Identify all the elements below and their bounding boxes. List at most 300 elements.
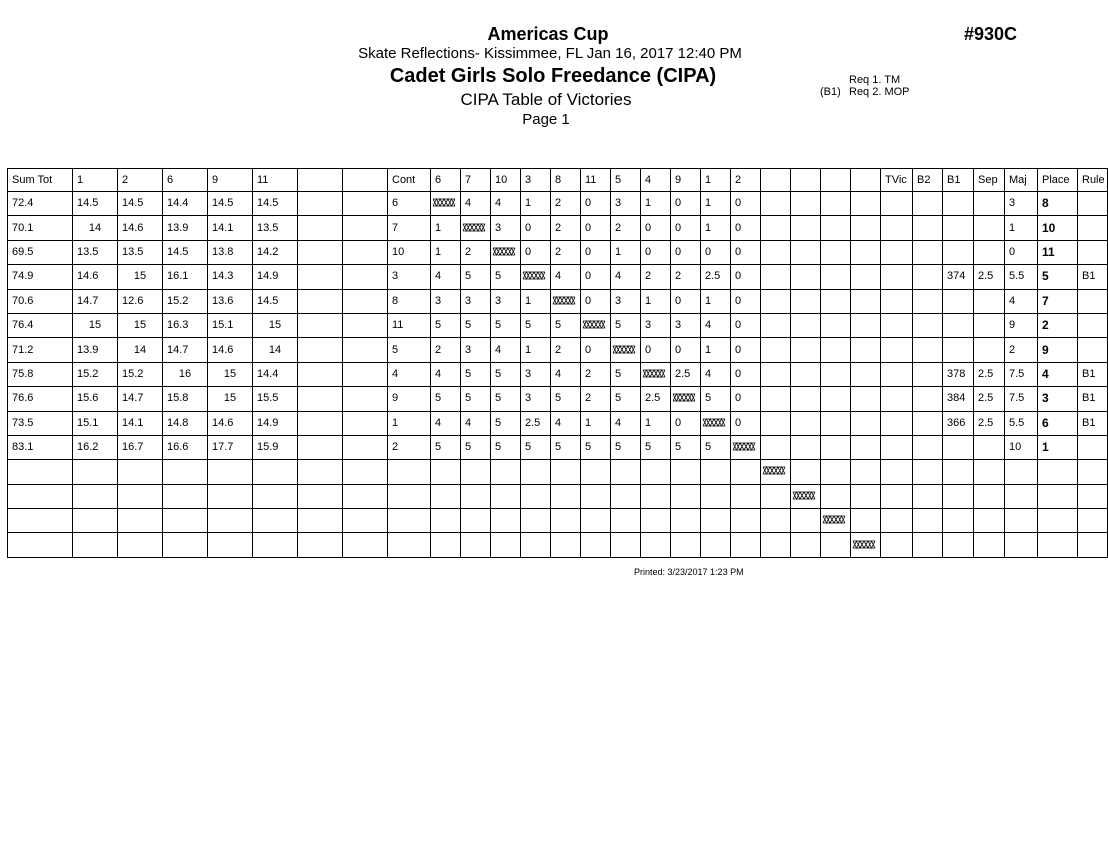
table-cell: B1 <box>1078 362 1108 386</box>
cross-hatch-icon <box>643 370 665 377</box>
table-cell: 15 <box>208 362 253 386</box>
table-cell <box>913 387 943 411</box>
table-cell: 5 <box>551 387 581 411</box>
self-comparison-mark <box>791 484 821 508</box>
table-cell: 3 <box>611 289 641 313</box>
table-cell <box>491 460 521 484</box>
table-cell <box>208 460 253 484</box>
table-cell: 4 <box>701 362 731 386</box>
table-cell <box>791 435 821 459</box>
table-cell <box>791 460 821 484</box>
table-cell <box>974 216 1005 240</box>
column-header <box>791 169 821 192</box>
self-comparison-mark <box>461 216 491 240</box>
table-cell <box>1005 533 1038 557</box>
table-cell <box>343 411 388 435</box>
self-comparison-mark <box>551 289 581 313</box>
table-cell: 0 <box>581 338 611 362</box>
self-comparison-mark <box>761 460 791 484</box>
table-cell <box>974 289 1005 313</box>
table-cell: 5 <box>461 313 491 337</box>
table-cell <box>943 240 974 264</box>
table-cell: 1 <box>431 216 461 240</box>
table-cell: 3 <box>671 313 701 337</box>
table-cell: 2 <box>431 338 461 362</box>
table-row <box>8 240 1108 264</box>
table-cell <box>431 460 461 484</box>
cross-hatch-icon <box>853 541 875 548</box>
table-cell <box>298 387 343 411</box>
table-cell <box>881 338 913 362</box>
table-cell: 0 <box>581 289 611 313</box>
table-cell: 15.1 <box>73 411 118 435</box>
table-cell: 14.5 <box>253 192 298 216</box>
table-cell: 5 <box>461 362 491 386</box>
table-cell: 5 <box>431 387 461 411</box>
printed-timestamp: Printed: 3/23/2017 1:23 PM <box>634 567 744 577</box>
table-cell <box>551 533 581 557</box>
table-cell: 11 <box>388 313 431 337</box>
table-cell <box>581 460 611 484</box>
table-row <box>8 411 1108 435</box>
table-cell <box>791 265 821 289</box>
table-cell <box>851 435 881 459</box>
table-cell <box>821 435 851 459</box>
column-header: 4 <box>641 169 671 192</box>
column-header: 3 <box>521 169 551 192</box>
table-cell: 7.5 <box>1005 387 1038 411</box>
column-header: 1 <box>701 169 731 192</box>
table-cell: 2 <box>551 240 581 264</box>
place-cell: 9 <box>1038 338 1078 362</box>
table-cell: 14.7 <box>73 289 118 313</box>
table-row <box>8 338 1108 362</box>
table-cell <box>118 509 163 533</box>
table-cell: 5 <box>491 362 521 386</box>
self-comparison-mark <box>431 192 461 216</box>
table-cell: 14 <box>73 216 118 240</box>
table-cell <box>701 460 731 484</box>
table-cell: 15.5 <box>253 387 298 411</box>
table-cell <box>851 460 881 484</box>
table-cell: 16.7 <box>118 435 163 459</box>
table-cell: 15.2 <box>118 362 163 386</box>
table-cell <box>1078 509 1108 533</box>
column-header: Sum Tot <box>8 169 73 192</box>
table-cell: 0 <box>641 216 671 240</box>
table-cell <box>791 289 821 313</box>
table-cell: 14.3 <box>208 265 253 289</box>
table-cell <box>943 484 974 508</box>
table-cell <box>611 509 641 533</box>
table-cell <box>1078 240 1108 264</box>
table-cell: 5 <box>611 362 641 386</box>
table-cell <box>8 460 73 484</box>
table-cell: 1 <box>701 216 731 240</box>
table-cell <box>1005 460 1038 484</box>
column-header <box>761 169 791 192</box>
table-cell <box>388 533 431 557</box>
table-cell: 5 <box>491 387 521 411</box>
table-cell <box>821 265 851 289</box>
table-cell: 69.5 <box>8 240 73 264</box>
column-header: 5 <box>611 169 641 192</box>
table-cell: 2 <box>641 265 671 289</box>
table-cell <box>521 533 551 557</box>
self-comparison-mark <box>851 533 881 557</box>
table-cell: 4 <box>611 265 641 289</box>
table-cell: 15 <box>253 313 298 337</box>
table-cell <box>851 484 881 508</box>
table-cell <box>8 484 73 508</box>
table-cell <box>208 533 253 557</box>
table-cell: 4 <box>431 362 461 386</box>
table-cell <box>881 484 913 508</box>
table-cell <box>298 313 343 337</box>
table-cell: 2.5 <box>974 411 1005 435</box>
table-cell <box>73 484 118 508</box>
place-cell <box>1038 460 1078 484</box>
table-cell <box>881 411 913 435</box>
table-cell <box>118 460 163 484</box>
table-cell <box>671 533 701 557</box>
column-header: 6 <box>163 169 208 192</box>
table-cell <box>851 411 881 435</box>
table-cell <box>791 192 821 216</box>
table-cell <box>761 411 791 435</box>
table-cell: 0 <box>581 192 611 216</box>
table-cell <box>851 289 881 313</box>
column-header: Place <box>1038 169 1078 192</box>
table-cell <box>298 216 343 240</box>
table-cell: 1 <box>1005 216 1038 240</box>
table-cell <box>461 533 491 557</box>
self-comparison-mark <box>581 313 611 337</box>
column-header: 9 <box>671 169 701 192</box>
table-row <box>8 289 1108 313</box>
table-cell: 0 <box>671 216 701 240</box>
table-cell <box>821 240 851 264</box>
cross-hatch-icon <box>433 199 455 206</box>
cross-hatch-icon <box>763 467 785 474</box>
self-comparison-mark <box>491 240 521 264</box>
column-header: B1 <box>943 169 974 192</box>
table-cell <box>298 240 343 264</box>
table-cell: 0 <box>731 265 761 289</box>
table-cell: 0 <box>671 192 701 216</box>
table-cell <box>208 509 253 533</box>
table-cell <box>913 265 943 289</box>
table-cell <box>118 533 163 557</box>
page-number: Page 1 <box>522 111 570 128</box>
table-cell: 70.6 <box>8 289 73 313</box>
cross-hatch-icon <box>463 224 485 231</box>
table-cell <box>821 216 851 240</box>
table-cell: B1 <box>1078 411 1108 435</box>
table-cell <box>821 460 851 484</box>
table-cell: 1 <box>581 411 611 435</box>
table-cell: 3 <box>461 338 491 362</box>
table-row <box>8 435 1108 459</box>
table-cell <box>913 313 943 337</box>
table-cell <box>821 533 851 557</box>
table-cell: 15.9 <box>253 435 298 459</box>
table-cell: 9 <box>1005 313 1038 337</box>
table-cell <box>974 533 1005 557</box>
table-cell <box>1005 484 1038 508</box>
table-cell: 0 <box>1005 240 1038 264</box>
table-cell <box>581 484 611 508</box>
table-cell: 3 <box>641 313 671 337</box>
table-cell <box>731 484 761 508</box>
table-cell: 6 <box>388 192 431 216</box>
column-header: 2 <box>731 169 761 192</box>
table-cell <box>641 533 671 557</box>
table-cell: 4 <box>431 265 461 289</box>
table-cell <box>974 240 1005 264</box>
table-cell: 14 <box>118 338 163 362</box>
table-cell <box>943 216 974 240</box>
table-cell <box>701 484 731 508</box>
table-cell <box>298 192 343 216</box>
table-cell: 5 <box>641 435 671 459</box>
table-cell <box>461 509 491 533</box>
table-cell: 3 <box>1005 192 1038 216</box>
table-cell <box>388 509 431 533</box>
table-cell <box>821 387 851 411</box>
table-cell <box>791 240 821 264</box>
table-cell <box>611 484 641 508</box>
table-cell: 3 <box>491 216 521 240</box>
table-cell: 14.5 <box>73 192 118 216</box>
table-cell <box>851 362 881 386</box>
place-cell: 3 <box>1038 387 1078 411</box>
table-cell: 5 <box>388 338 431 362</box>
table-cell <box>881 192 913 216</box>
table-cell <box>943 313 974 337</box>
table-cell: 74.9 <box>8 265 73 289</box>
table-cell: 10 <box>388 240 431 264</box>
table-cell: 16.1 <box>163 265 208 289</box>
table-cell <box>1078 484 1108 508</box>
table-cell <box>791 411 821 435</box>
table-cell: 0 <box>731 362 761 386</box>
table-cell: 3 <box>611 192 641 216</box>
table-cell: 3 <box>461 289 491 313</box>
table-cell <box>298 509 343 533</box>
table-cell <box>913 240 943 264</box>
table-cell <box>913 484 943 508</box>
requirement-text: Req 1. TM <box>849 74 901 86</box>
self-comparison-mark <box>731 435 761 459</box>
table-cell <box>851 192 881 216</box>
table-cell <box>1078 435 1108 459</box>
table-cell <box>521 460 551 484</box>
table-cell <box>521 484 551 508</box>
table-cell <box>821 362 851 386</box>
table-cell: 13.9 <box>163 216 208 240</box>
table-cell: 3 <box>431 289 461 313</box>
column-header: Sep <box>974 169 1005 192</box>
column-header: Rule <box>1078 169 1108 192</box>
table-cell: 72.4 <box>8 192 73 216</box>
self-comparison-mark <box>821 509 851 533</box>
table-cell <box>881 533 913 557</box>
table-cell: 366 <box>943 411 974 435</box>
table-cell <box>491 533 521 557</box>
table-cell <box>431 484 461 508</box>
table-cell: 2 <box>388 435 431 459</box>
table-cell: 4 <box>491 192 521 216</box>
table-cell <box>881 387 913 411</box>
table-cell <box>298 484 343 508</box>
place-cell <box>1038 484 1078 508</box>
table-cell: 15.1 <box>208 313 253 337</box>
table-cell <box>974 435 1005 459</box>
table-cell: 5 <box>491 313 521 337</box>
table-cell <box>881 509 913 533</box>
table-cell: 2.5 <box>641 387 671 411</box>
table-cell <box>731 533 761 557</box>
table-cell <box>821 192 851 216</box>
table-cell <box>1078 289 1108 313</box>
table-cell: 0 <box>641 240 671 264</box>
table-cell <box>461 484 491 508</box>
table-cell: 75.8 <box>8 362 73 386</box>
table-cell <box>1005 509 1038 533</box>
place-cell: 4 <box>1038 362 1078 386</box>
column-header <box>821 169 851 192</box>
table-cell <box>118 484 163 508</box>
table-cell <box>974 484 1005 508</box>
event-number: #930C <box>964 24 1018 44</box>
table-cell: 14.5 <box>253 289 298 313</box>
table-cell <box>1078 192 1108 216</box>
table-cell <box>581 509 611 533</box>
table-cell <box>761 289 791 313</box>
table-cell <box>761 265 791 289</box>
column-header: 7 <box>461 169 491 192</box>
table-cell: 4 <box>388 362 431 386</box>
column-header: 10 <box>491 169 521 192</box>
table-cell: 0 <box>581 240 611 264</box>
column-header <box>851 169 881 192</box>
table-cell <box>731 509 761 533</box>
table-cell <box>343 362 388 386</box>
table-cell <box>761 240 791 264</box>
table-cell: 5 <box>461 435 491 459</box>
table-cell: 4 <box>701 313 731 337</box>
table-cell: 1 <box>388 411 431 435</box>
column-header: B2 <box>913 169 943 192</box>
table-cell <box>851 313 881 337</box>
table-cell <box>851 387 881 411</box>
table-cell <box>491 484 521 508</box>
table-cell <box>821 313 851 337</box>
table-cell: 73.5 <box>8 411 73 435</box>
table-cell <box>298 338 343 362</box>
table-cell <box>943 435 974 459</box>
table-cell <box>641 484 671 508</box>
competition-title: Americas Cup <box>487 24 609 44</box>
table-cell <box>761 216 791 240</box>
table-cell: 14.6 <box>73 265 118 289</box>
table-cell: 2 <box>671 265 701 289</box>
table-cell: 13.9 <box>73 338 118 362</box>
table-cell: 2.5 <box>701 265 731 289</box>
table-cell: 15 <box>73 313 118 337</box>
place-cell: 10 <box>1038 216 1078 240</box>
table-cell: 4 <box>551 265 581 289</box>
table-cell <box>791 509 821 533</box>
table-cell <box>851 216 881 240</box>
report-subtitle: CIPA Table of Victories <box>460 90 632 109</box>
table-cell: 15 <box>118 313 163 337</box>
table-cell: 1 <box>641 289 671 313</box>
table-cell <box>761 362 791 386</box>
table-cell <box>881 435 913 459</box>
table-cell: 2.5 <box>671 362 701 386</box>
table-cell: 5 <box>581 435 611 459</box>
table-cell <box>881 216 913 240</box>
table-cell <box>671 484 701 508</box>
table-cell: 8 <box>388 289 431 313</box>
table-cell <box>913 216 943 240</box>
table-cell: 2 <box>1005 338 1038 362</box>
table-cell <box>761 338 791 362</box>
table-cell: 0 <box>671 411 701 435</box>
table-cell: 13.5 <box>253 216 298 240</box>
table-cell <box>791 387 821 411</box>
table-cell: 15 <box>208 387 253 411</box>
table-cell <box>821 289 851 313</box>
table-cell: 2 <box>581 387 611 411</box>
table-cell <box>761 533 791 557</box>
table-row <box>8 265 1108 289</box>
table-cell: 374 <box>943 265 974 289</box>
table-cell <box>974 509 1005 533</box>
table-cell: 2 <box>461 240 491 264</box>
requirement-line <box>820 74 910 86</box>
table-cell <box>731 460 761 484</box>
table-cell: 0 <box>671 289 701 313</box>
table-cell: 13.5 <box>118 240 163 264</box>
table-cell <box>1078 216 1108 240</box>
table-cell <box>343 289 388 313</box>
table-cell: 0 <box>581 265 611 289</box>
table-cell <box>851 240 881 264</box>
table-cell <box>913 460 943 484</box>
table-cell <box>821 338 851 362</box>
table-cell: 7 <box>388 216 431 240</box>
table-cell: 70.1 <box>8 216 73 240</box>
place-cell: 8 <box>1038 192 1078 216</box>
table-cell <box>851 265 881 289</box>
table-cell: 15.2 <box>163 289 208 313</box>
table-cell <box>913 362 943 386</box>
place-cell: 2 <box>1038 313 1078 337</box>
table-cell: 0 <box>731 289 761 313</box>
table-cell: 0 <box>731 411 761 435</box>
table-cell: 5 <box>431 435 461 459</box>
table-cell: 2 <box>551 192 581 216</box>
table-cell: 0 <box>641 338 671 362</box>
table-cell <box>761 387 791 411</box>
table-cell: 15.2 <box>73 362 118 386</box>
table-cell: 14.7 <box>163 338 208 362</box>
table-cell <box>671 460 701 484</box>
table-row <box>8 533 1108 557</box>
